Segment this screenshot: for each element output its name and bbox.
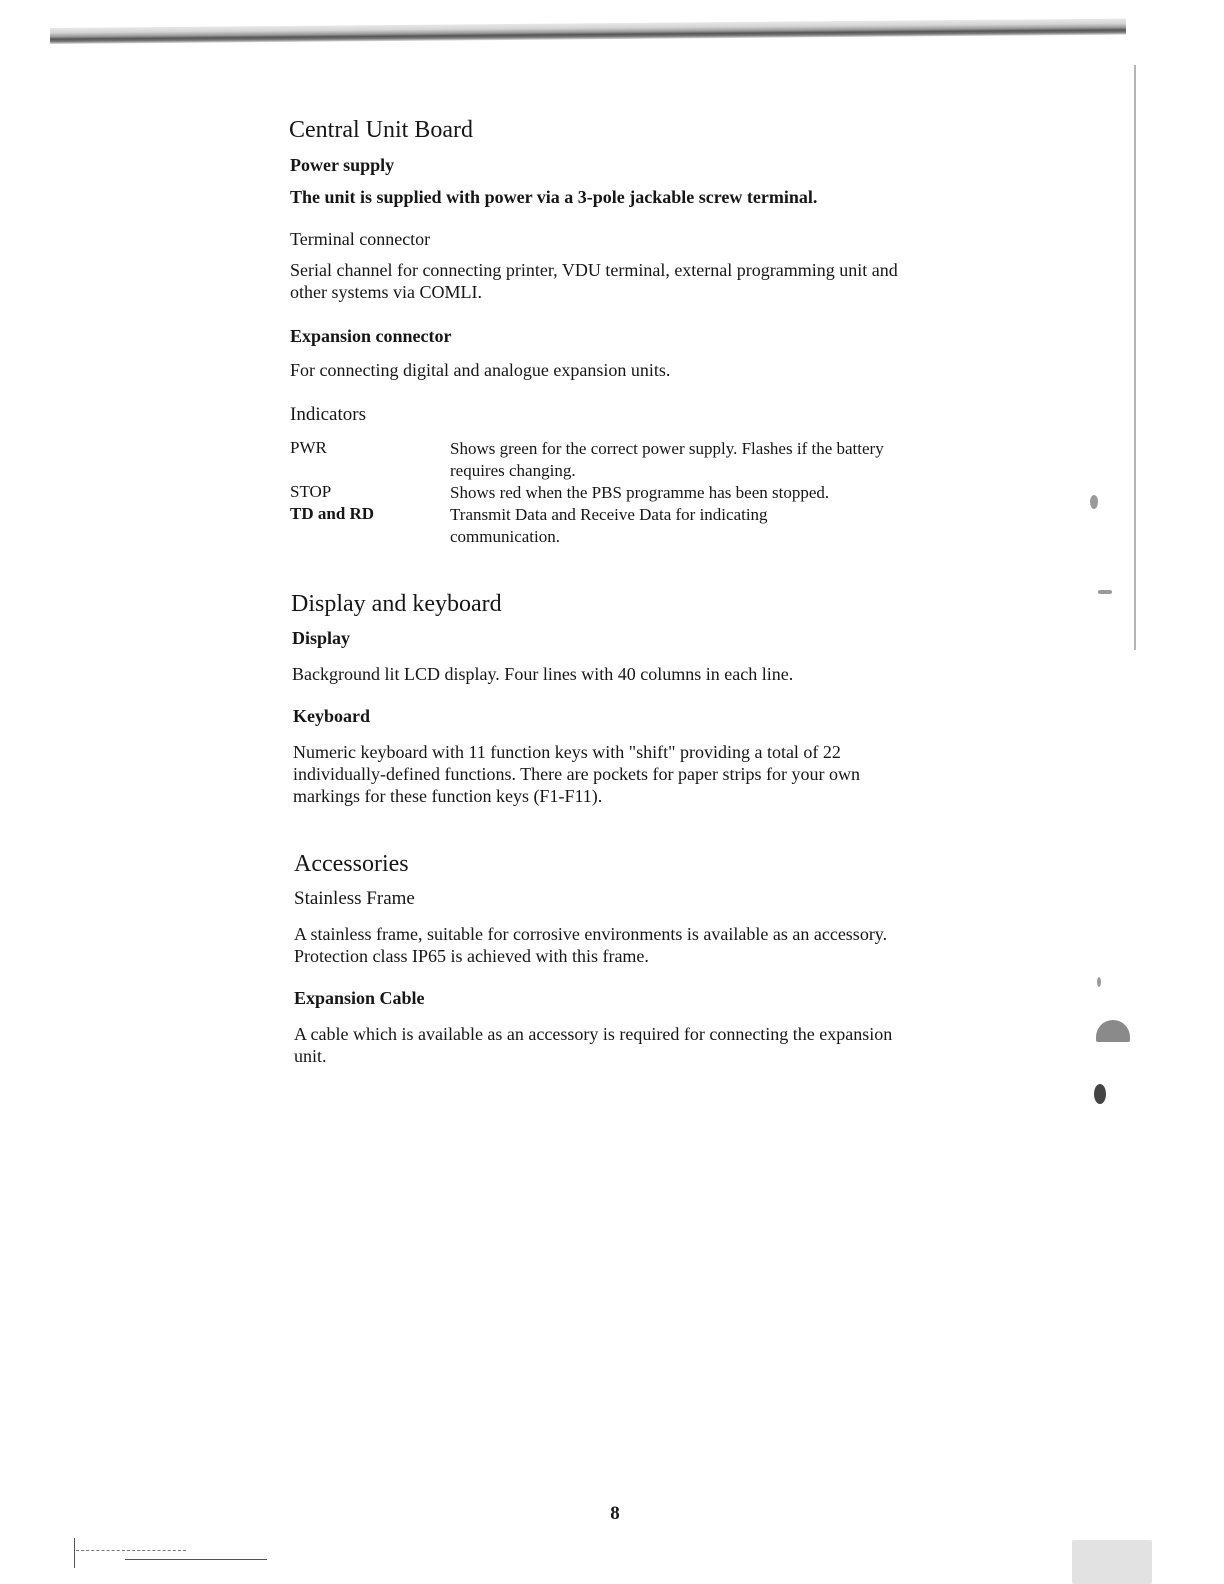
- scan-speck: [1097, 977, 1101, 987]
- terminal-connector-text: Serial channel for connecting printer, VDU terminal, external programming unit and other systems via COMLI.: [290, 260, 898, 302]
- expansion-connector-heading: Expansion connector: [290, 326, 452, 346]
- bottom-edge-mark: [74, 1538, 75, 1568]
- indicator-term: STOP: [290, 482, 332, 501]
- central-unit-title: Central Unit Board: [289, 117, 473, 143]
- accessories-title: Accessories: [294, 851, 409, 877]
- keyboard-text: Numeric keyboard with 11 function keys with "shift" providing a total of 22 individually-defined functions. There are pockets for paper strips for your own markings for these function keys (F1-F11).: [293, 742, 860, 806]
- expansion-cable-text: A cable which is available as an accessory is required for connecting the expansion unit.: [294, 1024, 893, 1066]
- indicator-description: Shows red when the PBS programme has been stopped.: [450, 483, 830, 502]
- display-heading: Display: [292, 628, 351, 648]
- terminal-connector-heading: Terminal connector: [290, 229, 431, 249]
- indicator-term: TD and RD: [290, 504, 375, 523]
- display-keyboard-title: Display and keyboard: [291, 591, 502, 617]
- indicator-description: Shows green for the correct power supply. Flashes if the battery requires changing.: [450, 439, 884, 480]
- stainless-frame-heading: Stainless Frame: [294, 888, 415, 909]
- power-supply-heading: Power supply: [290, 155, 395, 175]
- indicator-term: PWR: [290, 438, 327, 457]
- bottom-edge-line: [125, 1559, 267, 1560]
- page-number: 8: [610, 1503, 620, 1524]
- right-page-edge: [1134, 65, 1136, 650]
- scan-speck: [1094, 1084, 1106, 1104]
- top-border-rule: [50, 19, 1126, 44]
- indicators-heading: Indicators: [290, 404, 366, 425]
- power-supply-text: The unit is supplied with power via a 3-pole jackable screw terminal.: [290, 187, 818, 207]
- scan-speck: [1072, 1540, 1152, 1584]
- bottom-edge-line: [76, 1550, 186, 1552]
- indicator-description: Transmit Data and Receive Data for indicating communication.: [450, 505, 768, 546]
- keyboard-heading: Keyboard: [293, 706, 371, 726]
- scan-speck: [1096, 1020, 1130, 1042]
- expansion-connector-text: For connecting digital and analogue expansion units.: [290, 360, 671, 380]
- stainless-frame-text: A stainless frame, suitable for corrosive environments is available as an accessory. Protection class IP65 is achieved with this frame.: [294, 924, 888, 966]
- display-text: Background lit LCD display. Four lines with 40 columns in each line.: [292, 664, 794, 684]
- expansion-cable-heading: Expansion Cable: [294, 988, 425, 1008]
- scan-speck: [1098, 590, 1112, 594]
- scan-speck: [1090, 495, 1098, 509]
